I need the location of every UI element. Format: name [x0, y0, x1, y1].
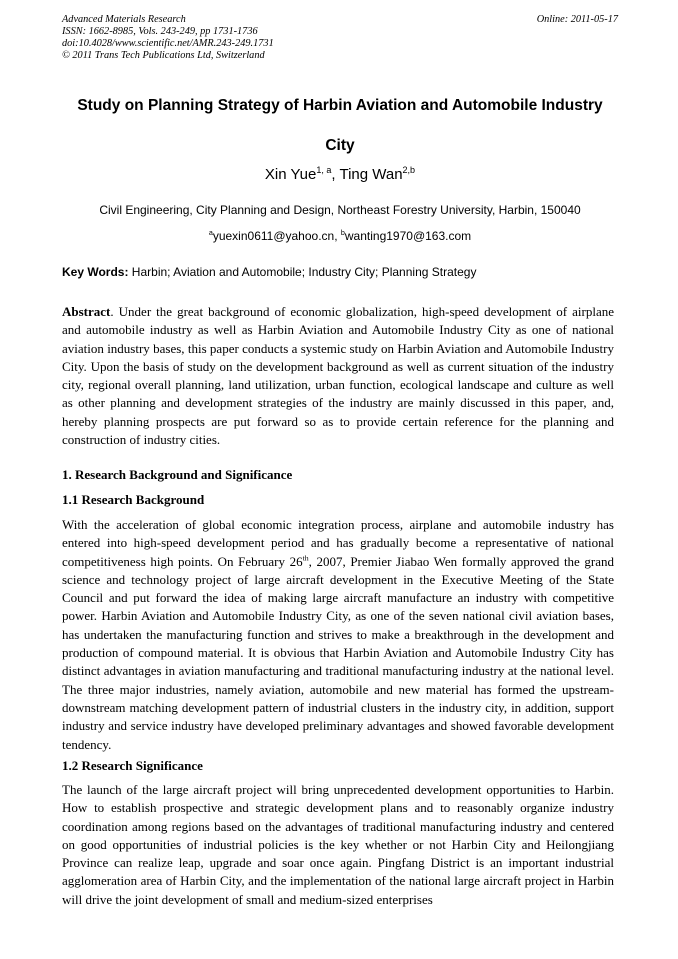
online-date: Online: 2011-05-17 — [536, 14, 618, 25]
journal-doi: doi:10.4028/www.scientific.net/AMR.243-249.1731 — [62, 38, 274, 49]
abstract-paragraph — [62, 303, 614, 449]
keywords-text: Harbin; Aviation and Automobile; Industry City; Planning Strategy — [128, 265, 477, 279]
ordinal-suffix: th — [302, 553, 309, 563]
paper-title-line-2: City — [325, 137, 355, 154]
section-1-1-text-start: With the acceleration of global economic integration process, airplane and automobile industry has entered into high-speed development period and has gradually become a representative of national competitiveness high points. On February 26 — [62, 517, 614, 569]
section-1-1-text-rest: , 2007, Premier Jiabao Wen formally approved the grand science and technology project of large aircraft development in the Executive Meeting of the State Council and put forward the idea of making large aircraft manufacture an industry with competitive power. Harbin Aviation and Automobile Industry City, as one of the seven national civil aviation bases, has undertaken the manufacturing function and strives to make a breakthrough in the development and production of compound material. It is obvious that Harbin Aviation and Automobile Industry City has distinct advantages in aviation manufacturing and traditional manufacturing industry at the national level. The three major industries, namely aviation, automobile and new material has formed the upstream-downstream matching development pattern of industrial clusters in the industry city, in addition, support industry and service industry have developed preliminary advantages and showed favorable development tendency. — [62, 553, 614, 752]
author-2-name: Ting Wan — [339, 166, 403, 183]
email-a: yuexin0611@yahoo.cn — [212, 229, 335, 243]
affiliation: Civil Engineering, City Planning and Design, Northeast Forestry University, Harbin, 150040 — [99, 203, 581, 217]
section-1-1-heading: 1.1 Research Background — [62, 492, 205, 507]
section-1-2-paragraph: The launch of the large aircraft project will bring unprecedented development opportunities to Harbin. How to establish prospective and strategic development plans and to reasonably organize industry coordination among regions based on the advantages of traditional manufacturing industry and centered on good opportunities of industrial policies is the key whether or not Harbin City and Heilongjiang Province can realize leap, upgrade and soar once again. Pingfang District is an important industrial agglomeration area of Harbin City, and the implementation of the national large aircraft project in Harbin will drive the joint development of small and medium-sized enterprises — [62, 782, 614, 907]
author-2-affiliation-mark: 2,b — [402, 165, 416, 175]
email-a-mark: a — [208, 228, 213, 237]
keywords — [62, 265, 618, 280]
author-1-affiliation-mark: 1, a — [316, 165, 332, 175]
paper-title-line-1: Study on Planning Strategy of Harbin Aviation and Automobile Industry — [77, 97, 603, 114]
keywords-label: Key Words: — [62, 265, 129, 279]
journal-header — [62, 14, 618, 62]
journal-copyright: © 2011 Trans Tech Publications Ltd, Switzerland — [62, 50, 265, 61]
abstract-text: . Under the great background of economic globalization, high-speed development of airplane and automobile industry as well as Harbin Aviation and Automobile Industry City as one of national aviation industry bases, this paper conducts a systemic study on Harbin Aviation and Automobile Industry City. Upon the basis of study on the development background as well as current situation of the industry city, regional overall planning, land utilization, urban function, ecological landscape and culture as well as other planning and development strategies of the industry are mainly discussed in this paper, and, hereby planning prospects are put forward so as to provide certain reference for the planning and construction of industry cities. — [62, 304, 614, 448]
email-b: wanting1970@163.com — [344, 229, 472, 243]
abstract-label: Abstract — [62, 304, 111, 319]
paper-title — [62, 86, 618, 166]
section-1-2-heading: 1.2 Research Significance — [62, 758, 203, 773]
section-1-1-paragraph — [62, 516, 614, 754]
email-separator: , — [334, 229, 341, 243]
section-1-heading: 1. Research Background and Significance — [62, 467, 293, 482]
email-b-mark: b — [340, 228, 345, 237]
author-1-name: Xin Yue — [264, 166, 317, 183]
author-separator: , — [331, 166, 340, 183]
author-line — [62, 166, 618, 184]
email-line — [62, 229, 618, 243]
journal-name: Advanced Materials Research — [62, 14, 186, 25]
journal-issn: ISSN: 1662-8985, Vols. 243-249, pp 1731-1736 — [62, 26, 258, 37]
